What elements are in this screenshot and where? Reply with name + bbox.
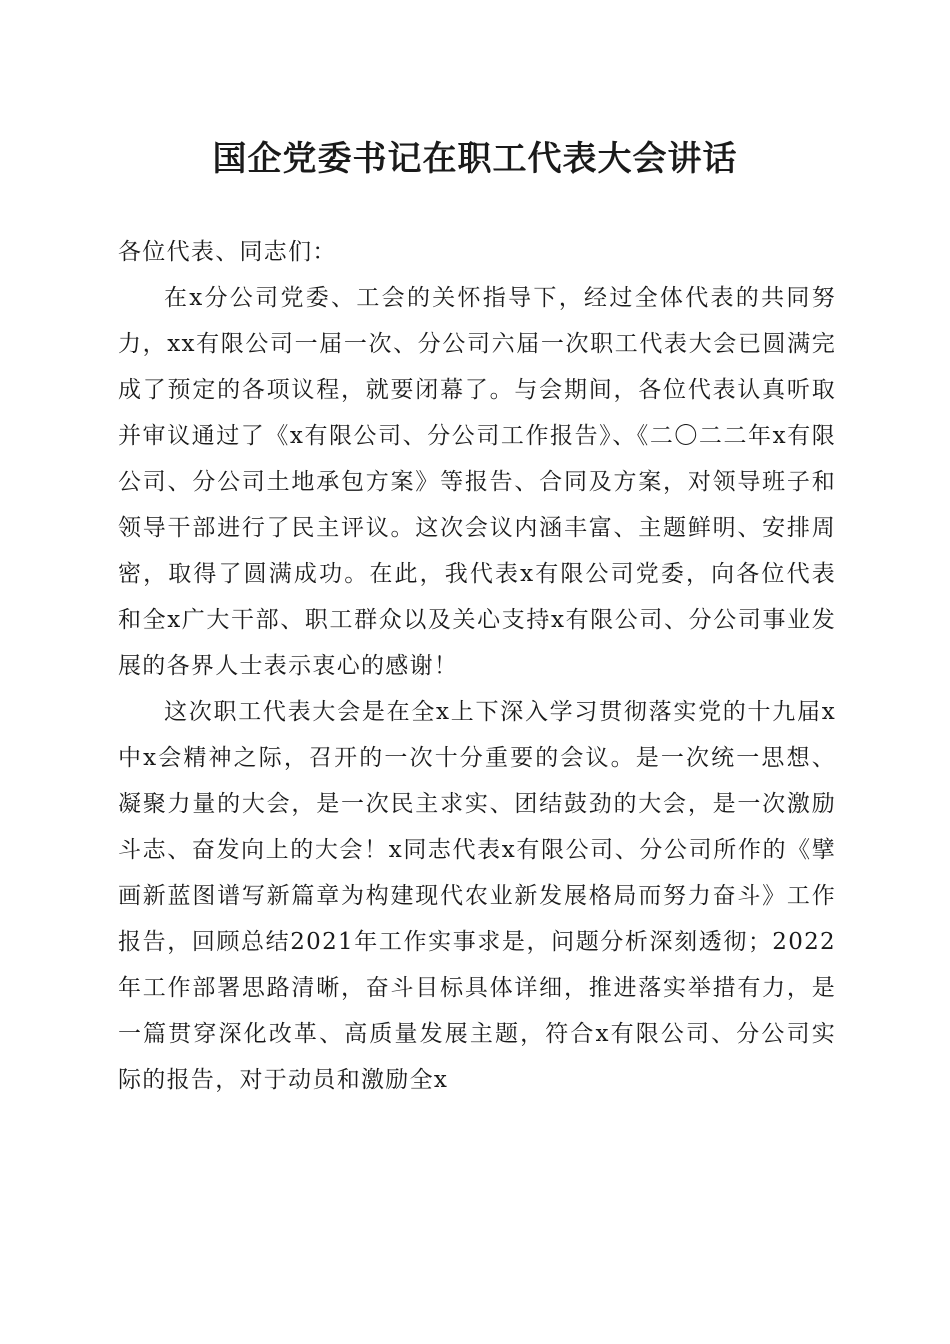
document-body <box>118 229 836 1103</box>
paragraph-2: 这次职工代表大会是在全x上下深入学习贯彻落实党的十九届x中x会精神之际，召开的一次十分重要的会议。是一次统一思想、凝聚力量的大会，是一次民主求实、团结鼓劲的大会，是一次激励斗志、奋发向上的大会！x同志代表x有限公司、分公司所作的《擘画新蓝图谱写新篇章为构建现代农业新发展格局而努力奋斗》工作报告，回顾总结2021年工作实事求是，问题分析深刻透彻；2022年工作部署思路清晰，奋斗目标具体详细，推进落实举措有力，是一篇贯穿深化改革、高质量发展主题，符合x有限公司、分公司实际的报告，对于动员和激励全x <box>118 699 836 1093</box>
salutation: 各位代表、同志们： <box>118 239 337 265</box>
document-title: 国企党委书记在职工代表大会讲话 <box>212 139 738 179</box>
paragraph-1: 在x分公司党委、工会的关怀指导下，经过全体代表的共同努力，xx有限公司一届一次、分公司六届一次职工代表大会已圆满完成了预定的各项议程，就要闭幕了。与会期间，各位代表认真听取并审议通过了《x有限公司、分公司工作报告》、《二〇二二年x有限公司、分公司土地承包方案》等报告、合同及方案，对领导班子和领导干部进行了民主评议。这次会议内涵丰富、主题鲜明、安排周密，取得了圆满成功。在此，我代表x有限公司党委，向各位代表和全x广大干部、职工群众以及关心支持x有限公司、分公司事业发展的各界人士表示衷心的感谢！ <box>118 285 836 679</box>
